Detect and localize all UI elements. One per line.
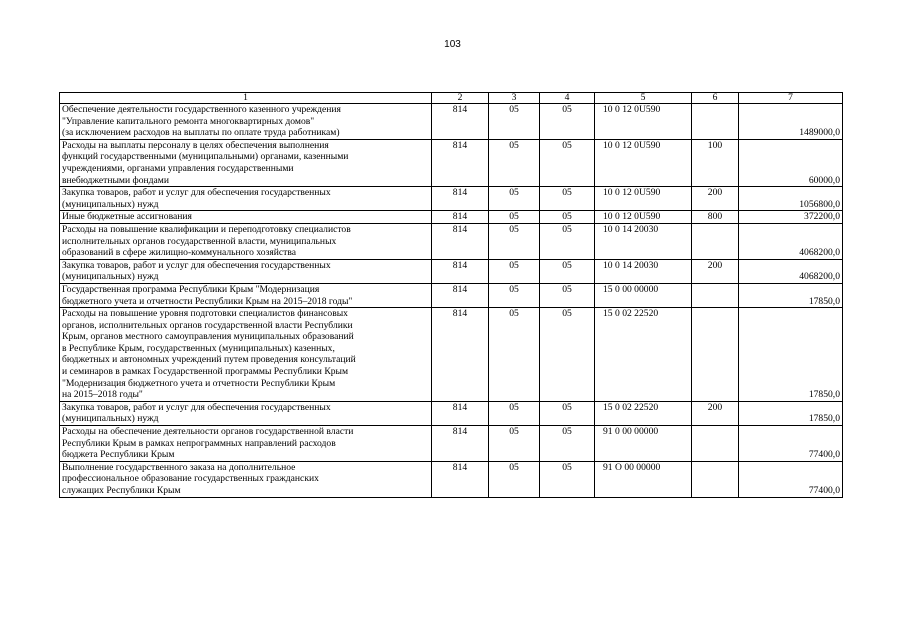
column-header: 7 [739, 93, 843, 104]
target-article-cell: 10 0 12 0U590 [595, 104, 692, 140]
expense-type-cell: 200 [692, 187, 739, 211]
section-code-cell: 05 [489, 139, 540, 186]
expense-type-cell [692, 104, 739, 140]
section-code-cell: 05 [489, 259, 540, 283]
subsection-code-cell: 05 [540, 259, 595, 283]
section-code-cell: 05 [489, 401, 540, 425]
section-code-cell: 05 [489, 426, 540, 462]
expense-type-cell [692, 426, 739, 462]
section-code-cell: 05 [489, 223, 540, 259]
target-article-cell: 10 0 12 0U590 [595, 139, 692, 186]
ministry-code-cell: 814 [432, 104, 489, 140]
column-header: 1 [60, 93, 432, 104]
table-row [60, 139, 843, 186]
table-header-row [60, 93, 843, 104]
subsection-code-cell: 05 [540, 104, 595, 140]
row-name-cell: Закупка товаров, работ и услуг для обеспечения государственных (муниципальных) нужд [60, 259, 432, 283]
amount-cell: 17850,0 [739, 283, 843, 307]
target-article-cell: 15 0 00 00000 [595, 283, 692, 307]
ministry-code-cell: 814 [432, 426, 489, 462]
row-name-cell: Расходы на повышение квалификации и переподготовку специалистов исполнительных органов государственной власти, муниципальных образований в сфере жилищно-коммунального хозяйства [60, 223, 432, 259]
column-header: 5 [595, 93, 692, 104]
expense-type-cell [692, 461, 739, 497]
target-article-cell: 10 0 12 0U590 [595, 187, 692, 211]
row-name-cell: Государственная программа Республики Крым "Модернизация бюджетного учета и отчетности Республики Крым на 2015–2018 годы" [60, 283, 432, 307]
section-code-cell: 05 [489, 211, 540, 224]
row-name-cell: Выполнение государственного заказа на дополнительное профессиональное образование государственных гражданских служащих Республики Крым [60, 461, 432, 497]
target-article-cell: 10 0 14 20030 [595, 223, 692, 259]
expense-type-cell [692, 223, 739, 259]
table-row [60, 223, 843, 259]
expense-type-cell [692, 283, 739, 307]
subsection-code-cell: 05 [540, 461, 595, 497]
target-article-cell: 15 0 02 22520 [595, 401, 692, 425]
ministry-code-cell: 814 [432, 211, 489, 224]
table-row [60, 401, 843, 425]
target-article-cell: 15 0 02 22520 [595, 308, 692, 402]
amount-cell: 4068200,0 [739, 223, 843, 259]
row-name-cell: Расходы на обеспечение деятельности органов государственной власти Республики Крым в рамках непрограммных направлений расходов бюджета Республики Крым [60, 426, 432, 462]
ministry-code-cell: 814 [432, 139, 489, 186]
page-number: 103 [444, 39, 461, 50]
column-header: 6 [692, 93, 739, 104]
expense-type-cell: 800 [692, 211, 739, 224]
column-header: 4 [540, 93, 595, 104]
amount-cell: 77400,0 [739, 461, 843, 497]
ministry-code-cell: 814 [432, 461, 489, 497]
subsection-code-cell: 05 [540, 223, 595, 259]
table-row [60, 211, 843, 224]
section-code-cell: 05 [489, 308, 540, 402]
table-row [60, 426, 843, 462]
amount-cell: 1489000,0 [739, 104, 843, 140]
target-article-cell: 10 0 14 20030 [595, 259, 692, 283]
row-name-cell: Расходы на повышение уровня подготовки специалистов финансовых органов, исполнительных органов государственной власти Республики Крым, органов местного самоуправления муниципальных образований в Республике Крым, государственных (муниципальных) казенных, бюджетных и автономных учреждений путем проведения консультаций и семинаров в рамках Государственной программы Республики Крым "Модернизация бюджетного учета и отчетности Республики Крым на 2015–2018 годы" [60, 308, 432, 402]
target-article-cell: 10 0 12 0U590 [595, 211, 692, 224]
section-code-cell: 05 [489, 461, 540, 497]
ministry-code-cell: 814 [432, 308, 489, 402]
subsection-code-cell: 05 [540, 308, 595, 402]
table-row [60, 259, 843, 283]
amount-cell: 372200,0 [739, 211, 843, 224]
amount-cell: 17850,0 [739, 308, 843, 402]
ministry-code-cell: 814 [432, 187, 489, 211]
subsection-code-cell: 05 [540, 283, 595, 307]
subsection-code-cell: 05 [540, 211, 595, 224]
amount-cell: 77400,0 [739, 426, 843, 462]
amount-cell: 4068200,0 [739, 259, 843, 283]
row-name-cell: Закупка товаров, работ и услуг для обеспечения государственных (муниципальных) нужд [60, 187, 432, 211]
expense-type-cell [692, 308, 739, 402]
ministry-code-cell: 814 [432, 283, 489, 307]
expense-type-cell: 100 [692, 139, 739, 186]
column-header: 3 [489, 93, 540, 104]
amount-cell: 1056800,0 [739, 187, 843, 211]
target-article-cell: 91 0 00 00000 [595, 426, 692, 462]
column-header: 2 [432, 93, 489, 104]
amount-cell: 17850,0 [739, 401, 843, 425]
subsection-code-cell: 05 [540, 401, 595, 425]
ministry-code-cell: 814 [432, 223, 489, 259]
budget-table [59, 92, 843, 498]
section-code-cell: 05 [489, 104, 540, 140]
table-row [60, 308, 843, 402]
ministry-code-cell: 814 [432, 401, 489, 425]
subsection-code-cell: 05 [540, 187, 595, 211]
table-row [60, 187, 843, 211]
section-code-cell: 05 [489, 283, 540, 307]
row-name-cell: Обеспечение деятельности государственного казенного учреждения "Управление капитального ремонта многоквартирных домов" (за исключением расходов на выплаты по оплате труда работникам) [60, 104, 432, 140]
ministry-code-cell: 814 [432, 259, 489, 283]
expense-type-cell: 200 [692, 259, 739, 283]
section-code-cell: 05 [489, 187, 540, 211]
table-row [60, 461, 843, 497]
amount-cell: 60000,0 [739, 139, 843, 186]
target-article-cell: 91 О 00 00000 [595, 461, 692, 497]
row-name-cell: Закупка товаров, работ и услуг для обеспечения государственных (муниципальных) нужд [60, 401, 432, 425]
table-row [60, 104, 843, 140]
subsection-code-cell: 05 [540, 139, 595, 186]
subsection-code-cell: 05 [540, 426, 595, 462]
row-name-cell: Иные бюджетные ассигнования [60, 211, 432, 224]
expense-type-cell: 200 [692, 401, 739, 425]
table-row [60, 283, 843, 307]
row-name-cell: Расходы на выплаты персоналу в целях обеспечения выполнения функций государственными (муниципальными) органами, казенными учреждениями, органами управления государственными внебюджетными фондами [60, 139, 432, 186]
